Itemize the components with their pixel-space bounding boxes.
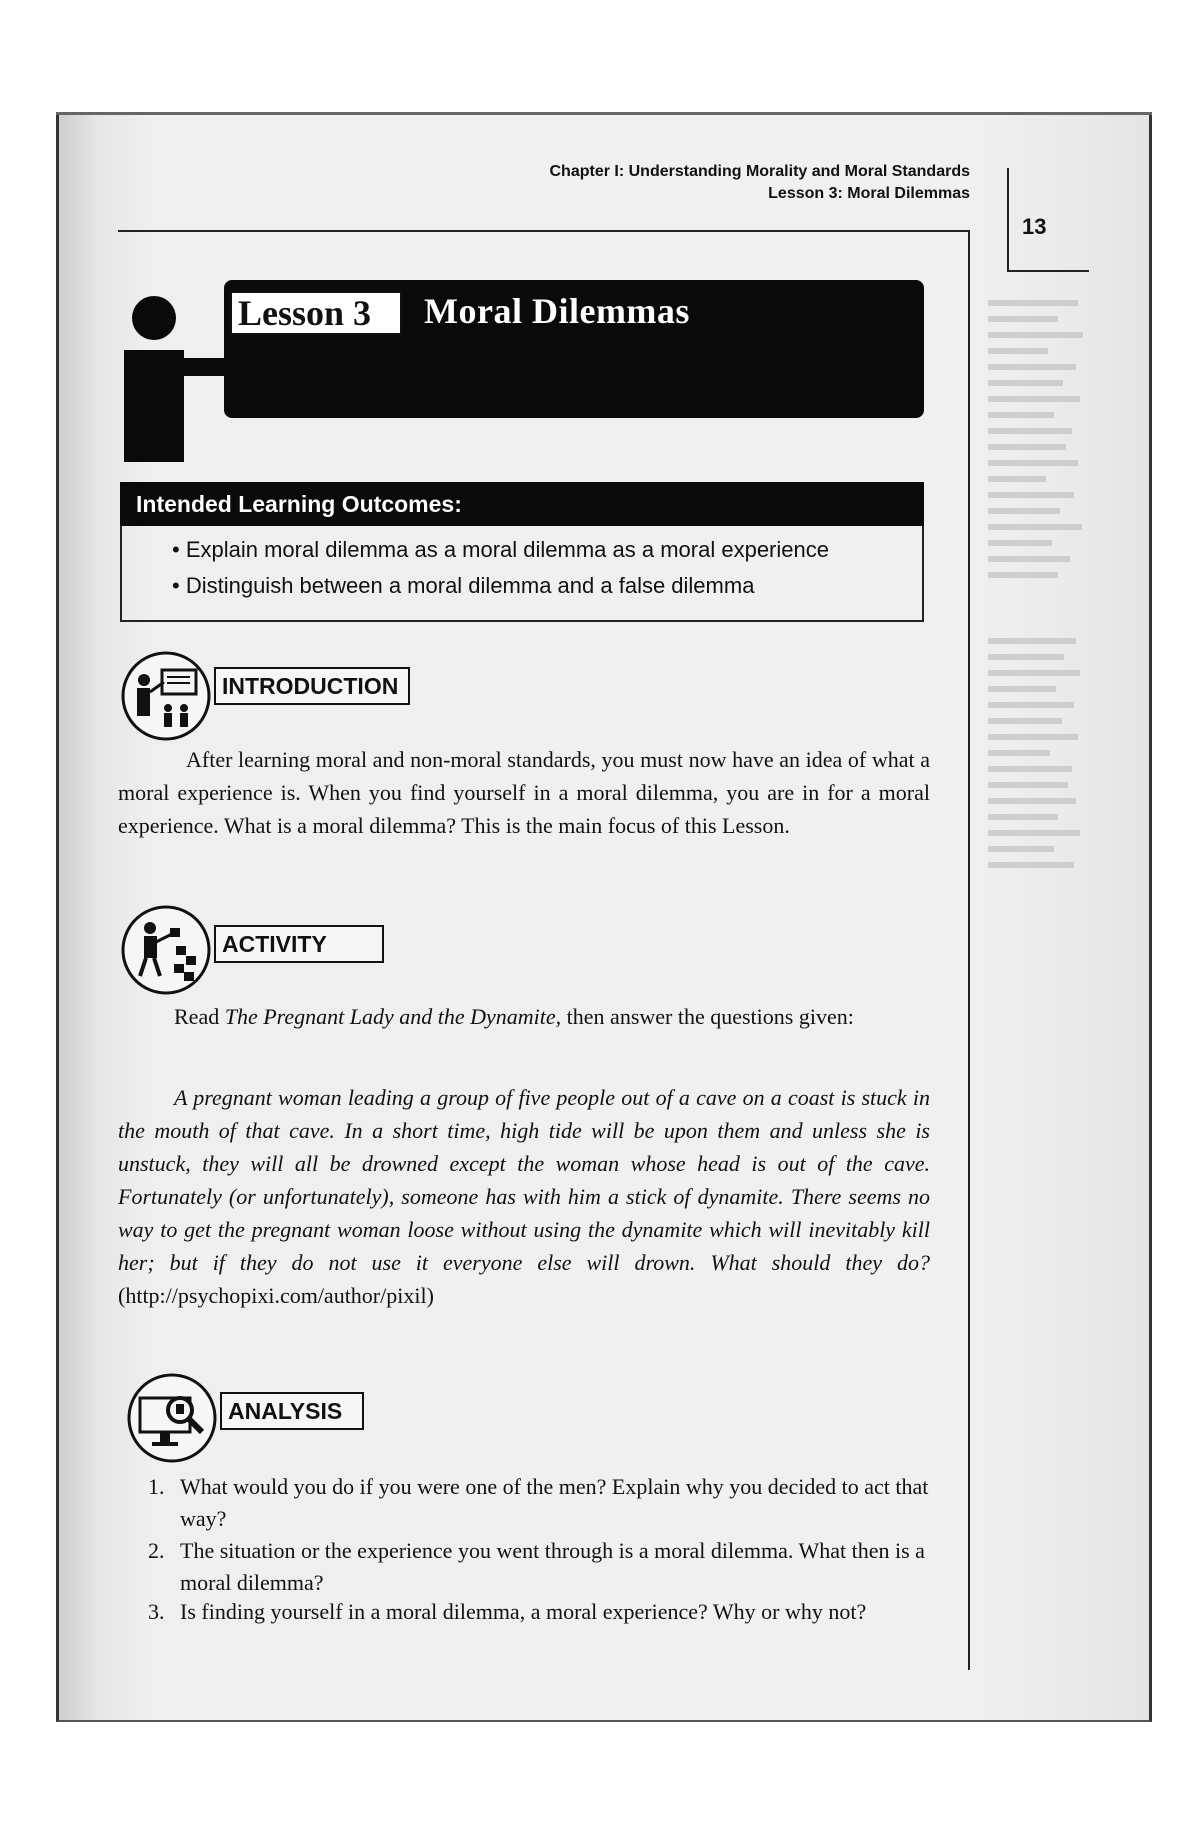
- lesson-title: Moral Dilemmas: [424, 291, 690, 331]
- page-number: 13: [1022, 214, 1047, 239]
- instruction-suffix: then answer the questions given:: [561, 1004, 854, 1029]
- analysis-question: [148, 1535, 938, 1599]
- page-number-rule-vertical: [1007, 168, 1009, 272]
- running-header-lesson: Lesson 3: Moral Dilemmas: [768, 185, 970, 202]
- analysis-question: [148, 1596, 938, 1628]
- outcome-text: Explain moral dilemma as a moral dilemma as a moral experience: [185, 537, 829, 562]
- question-text: Is finding yourself in a moral dilemma, a moral experience? Why or why not?: [180, 1599, 867, 1624]
- outcome-item: • Distinguish between a moral dilemma and a false dilemma: [172, 573, 755, 598]
- header-rule: [118, 230, 970, 232]
- question-number: 2.: [148, 1538, 165, 1563]
- outcomes-heading: Intended Learning Outcomes:: [120, 482, 924, 526]
- teacher-board-icon: [120, 650, 212, 742]
- activity-heading: ACTIVITY: [214, 925, 384, 963]
- question-number: 3.: [148, 1599, 165, 1624]
- margin-rule: [968, 230, 970, 1670]
- instruction-prefix: Read: [174, 1004, 225, 1029]
- question-text: The situation or the experience you went through is a moral dilemma. What then is a moral dilemma?: [180, 1538, 925, 1595]
- analysis-heading: ANALYSIS: [220, 1392, 364, 1430]
- page-number-rule-horizontal: [1007, 270, 1089, 272]
- faded-margin-notes: [988, 290, 1108, 1240]
- lesson-number-label: Lesson 3: [230, 291, 402, 335]
- activity-instruction: [118, 1000, 930, 1033]
- story-title: The Pregnant Lady and the Dynamite,: [224, 1004, 562, 1029]
- question-number: 1.: [148, 1474, 165, 1499]
- magnifier-monitor-icon: [126, 1372, 218, 1464]
- story-source: (http://psychopixi.com/author/pixil): [118, 1283, 434, 1308]
- outcome-item: • Explain moral dilemma as a moral dilemma as a moral experience: [172, 537, 829, 562]
- running-header-chapter: Chapter I: Understanding Morality and Moral Standards: [549, 163, 970, 180]
- introduction-heading: INTRODUCTION: [214, 667, 410, 705]
- outcome-text: Distinguish between a moral dilemma and a false dilemma: [185, 573, 755, 598]
- story-paragraph: [118, 1081, 930, 1312]
- story-text: A pregnant woman leading a group of five people out of a cave on a coast is stuck in the mouth of that cave. In a short time, high tide will be upon them and unless she is unstuck, they will all be drowned except the woman whose head is out of the cave. Fortunately (or unfortunately), someone has with him a stick of dynamite. There seems no way to get the pregnant woman loose without using the dynamite which will inevitably kill her; but if they do not use it everyone else will drown. What should they do?: [118, 1085, 930, 1275]
- page-top-edge: [56, 112, 1152, 115]
- person-blocks-icon: [120, 904, 212, 996]
- analysis-question: [148, 1471, 938, 1535]
- question-text: What would you do if you were one of the men? Explain why you decided to act that way?: [180, 1474, 929, 1531]
- introduction-text: After learning moral and non-moral standards, you must now have an idea of what a moral experience is. When you find yourself in a moral dilemma, you are in for a moral experience. What is a moral dilemma? This is the main focus of this Lesson.: [118, 747, 930, 838]
- introduction-paragraph: [118, 743, 930, 842]
